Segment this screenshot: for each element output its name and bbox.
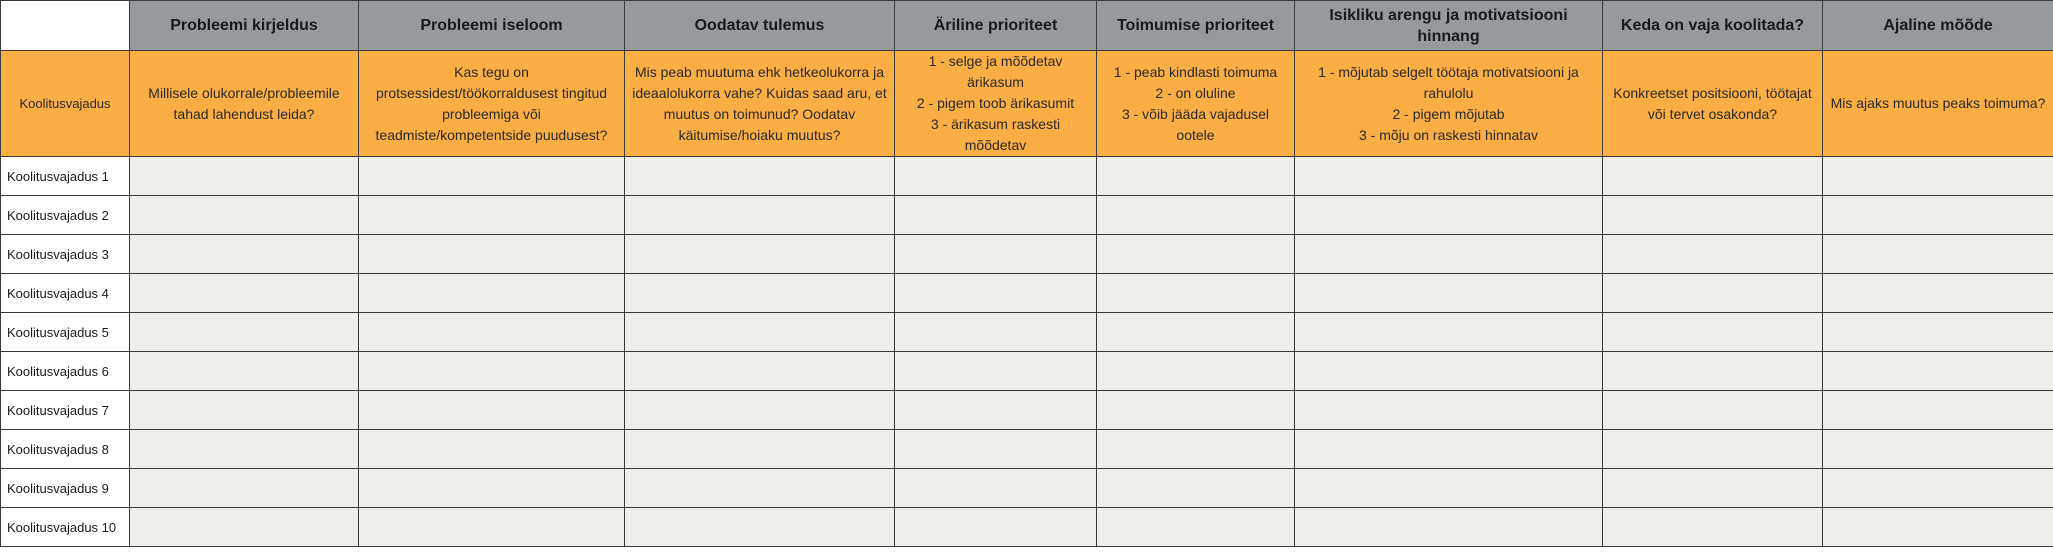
input-cell[interactable] [130, 196, 359, 235]
corner-cell[interactable] [1, 1, 130, 51]
input-cell[interactable] [625, 430, 895, 469]
input-cell[interactable] [1603, 157, 1823, 196]
input-cell[interactable] [1603, 196, 1823, 235]
input-cell[interactable] [1823, 196, 2053, 235]
description-row-label[interactable]: Koolitusvajadus [1, 51, 130, 157]
input-cell[interactable] [895, 352, 1097, 391]
input-cell[interactable] [1295, 274, 1603, 313]
description-cell[interactable]: Mis peab muutuma ehk hetkeolukorra ja ideaalolukorra vahe? Kuidas saad aru, et muutus on toimunud? Oodatav käitumise/hoiaku muutus? [625, 51, 895, 157]
input-cell[interactable] [1097, 157, 1295, 196]
table-row [1, 235, 2053, 274]
input-cell[interactable] [1097, 430, 1295, 469]
row-label[interactable]: Koolitusvajadus 10 [1, 508, 130, 547]
input-cell[interactable] [1823, 157, 2053, 196]
input-cell[interactable] [895, 235, 1097, 274]
input-cell[interactable] [130, 508, 359, 547]
input-cell[interactable] [1295, 352, 1603, 391]
input-cell[interactable] [1097, 391, 1295, 430]
input-cell[interactable] [895, 430, 1097, 469]
input-cell[interactable] [1097, 508, 1295, 547]
table-row [1, 430, 2053, 469]
description-cell[interactable]: 1 - peab kindlasti toimuma 2 - on oluline 3 - võib jääda vajadusel ootele [1097, 51, 1295, 157]
input-cell[interactable] [359, 469, 625, 508]
column-header-who-to-train[interactable]: Keda on vaja koolitada? [1603, 1, 1823, 51]
input-cell[interactable] [895, 157, 1097, 196]
input-cell[interactable] [1603, 274, 1823, 313]
input-cell[interactable] [1823, 274, 2053, 313]
description-cell[interactable]: Millisele olukorrale/probleemile tahad lahendust leida? [130, 51, 359, 157]
input-cell[interactable] [1295, 313, 1603, 352]
input-cell[interactable] [359, 313, 625, 352]
header-row [1, 1, 2053, 51]
input-cell[interactable] [1097, 469, 1295, 508]
description-row [1, 51, 2053, 157]
column-header-business-priority[interactable]: Äriline prioriteet [895, 1, 1097, 51]
table-row [1, 157, 2053, 196]
input-cell[interactable] [895, 469, 1097, 508]
column-header-problem-description[interactable]: Probleemi kirjeldus [130, 1, 359, 51]
input-cell[interactable] [895, 313, 1097, 352]
input-cell[interactable] [1823, 313, 2053, 352]
description-cell[interactable]: Mis ajaks muutus peaks toimuma? [1823, 51, 2053, 157]
input-cell[interactable] [1603, 391, 1823, 430]
input-cell[interactable] [1603, 430, 1823, 469]
row-label[interactable]: Koolitusvajadus 1 [1, 157, 130, 196]
description-cell[interactable]: Konkreetset positsiooni, töötajat või tervet osakonda? [1603, 51, 1823, 157]
input-cell[interactable] [130, 235, 359, 274]
input-cell[interactable] [359, 430, 625, 469]
input-cell[interactable] [1295, 469, 1603, 508]
description-cell[interactable]: 1 - mõjutab selgelt töötaja motivatsiooni ja rahulolu 2 - pigem mõjutab 3 - mõju on raskesti hinnatav [1295, 51, 1603, 157]
input-cell[interactable] [130, 352, 359, 391]
input-cell[interactable] [625, 196, 895, 235]
input-cell[interactable] [359, 352, 625, 391]
input-cell[interactable] [1823, 469, 2053, 508]
input-cell[interactable] [359, 391, 625, 430]
input-cell[interactable] [130, 430, 359, 469]
row-label[interactable]: Koolitusvajadus 4 [1, 274, 130, 313]
data-rows [1, 157, 2053, 547]
input-cell[interactable] [625, 157, 895, 196]
input-cell[interactable] [1823, 235, 2053, 274]
input-cell[interactable] [1295, 157, 1603, 196]
input-cell[interactable] [625, 391, 895, 430]
table-row [1, 352, 2053, 391]
table-row [1, 508, 2053, 547]
input-cell[interactable] [359, 157, 625, 196]
column-header-time-dimension[interactable]: Ajaline mõõde [1823, 1, 2053, 51]
input-cell[interactable] [625, 508, 895, 547]
input-cell[interactable] [130, 274, 359, 313]
input-cell[interactable] [1603, 235, 1823, 274]
input-cell[interactable] [130, 469, 359, 508]
input-cell[interactable] [130, 313, 359, 352]
row-label[interactable]: Koolitusvajadus 5 [1, 313, 130, 352]
input-cell[interactable] [1295, 196, 1603, 235]
description-cell[interactable]: Kas tegu on protsessidest/töökorraldusest tingitud probleemiga või teadmiste/kompetentside puudusest? [359, 51, 625, 157]
input-cell[interactable] [625, 469, 895, 508]
row-label[interactable]: Koolitusvajadus 2 [1, 196, 130, 235]
input-cell[interactable] [359, 508, 625, 547]
table-row [1, 274, 2053, 313]
input-cell[interactable] [625, 313, 895, 352]
input-cell[interactable] [625, 352, 895, 391]
input-cell[interactable] [895, 391, 1097, 430]
input-cell[interactable] [1823, 430, 2053, 469]
input-cell[interactable] [625, 235, 895, 274]
input-cell[interactable] [625, 274, 895, 313]
table-row [1, 196, 2053, 235]
column-header-occurrence-priority[interactable]: Toimumise prioriteet [1097, 1, 1295, 51]
input-cell[interactable] [1603, 352, 1823, 391]
input-cell[interactable] [130, 391, 359, 430]
input-cell[interactable] [1295, 430, 1603, 469]
row-label[interactable]: Koolitusvajadus 7 [1, 391, 130, 430]
input-cell[interactable] [895, 508, 1097, 547]
input-cell[interactable] [1295, 235, 1603, 274]
table-row [1, 313, 2053, 352]
input-cell[interactable] [1603, 508, 1823, 547]
input-cell[interactable] [1097, 274, 1295, 313]
input-cell[interactable] [1823, 352, 2053, 391]
input-cell[interactable] [359, 274, 625, 313]
input-cell[interactable] [1823, 391, 2053, 430]
input-cell[interactable] [1295, 391, 1603, 430]
input-cell[interactable] [1603, 313, 1823, 352]
input-cell[interactable] [895, 274, 1097, 313]
input-cell[interactable] [895, 196, 1097, 235]
input-cell[interactable] [1097, 196, 1295, 235]
table-row [1, 391, 2053, 430]
column-header-motivation-assessment[interactable]: Isikliku arengu ja motivatsiooni hinnang [1295, 1, 1603, 51]
column-header-expected-result[interactable]: Oodatav tulemus [625, 1, 895, 51]
table-row [1, 469, 2053, 508]
input-cell[interactable] [1295, 508, 1603, 547]
input-cell[interactable] [130, 157, 359, 196]
input-cell[interactable] [1097, 352, 1295, 391]
input-cell[interactable] [359, 196, 625, 235]
description-cell[interactable]: 1 - selge ja mõõdetav ärikasum 2 - pigem toob ärikasumit 3 - ärikasum raskesti mõõdetav [895, 51, 1097, 157]
row-label[interactable]: Koolitusvajadus 9 [1, 469, 130, 508]
input-cell[interactable] [359, 235, 625, 274]
input-cell[interactable] [1097, 313, 1295, 352]
input-cell[interactable] [1097, 235, 1295, 274]
column-header-problem-nature[interactable]: Probleemi iseloom [359, 1, 625, 51]
row-label[interactable]: Koolitusvajadus 3 [1, 235, 130, 274]
input-cell[interactable] [1603, 469, 1823, 508]
row-label[interactable]: Koolitusvajadus 8 [1, 430, 130, 469]
row-label[interactable]: Koolitusvajadus 6 [1, 352, 130, 391]
input-cell[interactable] [1823, 508, 2053, 547]
